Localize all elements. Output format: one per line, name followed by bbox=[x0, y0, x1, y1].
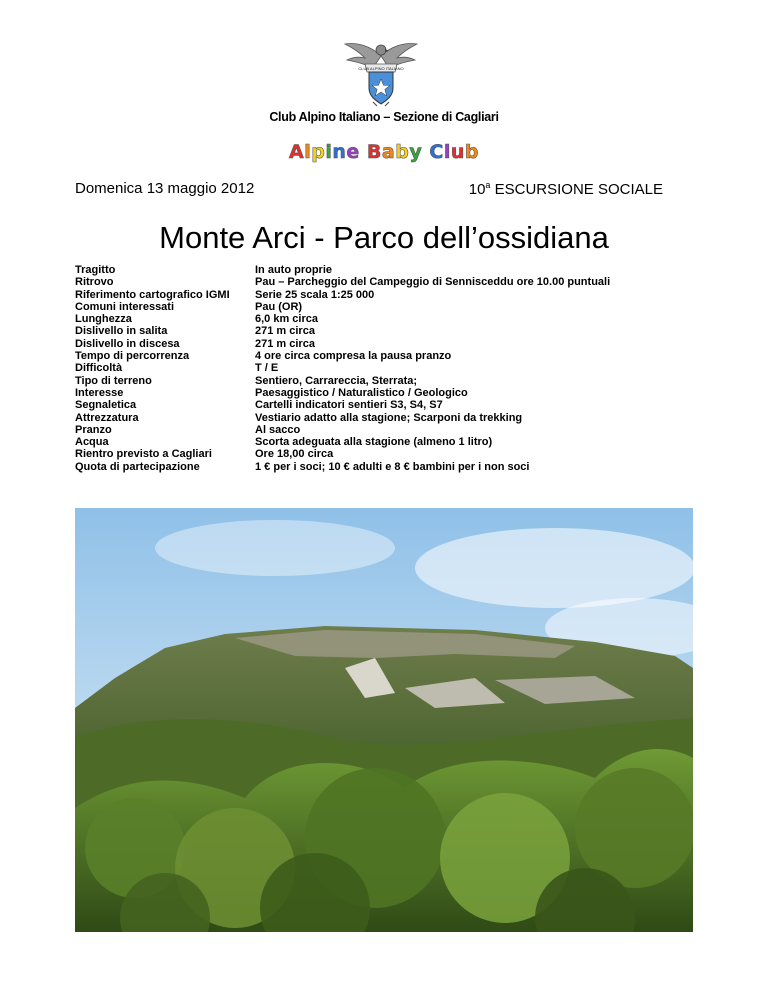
excursion-suffix: a bbox=[485, 180, 491, 190]
title-letter: e bbox=[346, 141, 360, 163]
detail-label: Attrezzatura bbox=[75, 411, 139, 424]
detail-value: 271 m circa bbox=[255, 325, 315, 338]
detail-value: Al sacco bbox=[255, 423, 301, 436]
detail-value: Scorta adeguata alla stagione (almeno 1 litro) bbox=[255, 436, 493, 449]
detail-row bbox=[75, 362, 610, 374]
detail-value: In auto proprie bbox=[255, 264, 332, 276]
detail-value: 271 m circa bbox=[255, 337, 315, 350]
detail-row bbox=[75, 313, 610, 325]
detail-row bbox=[75, 448, 610, 460]
detail-label: Ritrovo bbox=[75, 276, 114, 289]
detail-row bbox=[75, 375, 610, 387]
title-letter: a bbox=[381, 141, 396, 163]
title-letter bbox=[360, 141, 367, 163]
detail-row bbox=[75, 399, 610, 411]
detail-value: 1 € per i soci; 10 € adulti e 8 € bambini per i non soci bbox=[255, 460, 530, 473]
detail-label: Lunghezza bbox=[75, 313, 132, 326]
detail-label: Tipo di terreno bbox=[75, 374, 152, 387]
detail-row bbox=[75, 350, 610, 362]
detail-row bbox=[75, 301, 610, 313]
details-table bbox=[75, 264, 610, 473]
detail-value: Paesaggistico / Naturalistico / Geologico bbox=[255, 386, 468, 399]
detail-value: Sentiero, Carrareccia, Sterrata; bbox=[255, 374, 418, 387]
detail-value: Pau (OR) bbox=[255, 300, 303, 313]
title-letter: l bbox=[443, 141, 451, 163]
detail-label: Acqua bbox=[75, 436, 109, 449]
detail-label: Interesse bbox=[75, 386, 124, 399]
title-letter: p bbox=[311, 141, 326, 163]
title-letter: b bbox=[464, 141, 479, 163]
title-letter: B bbox=[366, 141, 382, 163]
detail-label: Difficoltà bbox=[75, 362, 123, 375]
page-title: Monte Arci - Parco dell’ossidiana bbox=[159, 220, 609, 255]
title-letter: l bbox=[304, 141, 312, 163]
title-letter: n bbox=[332, 141, 347, 163]
detail-value: Serie 25 scala 1:25 000 bbox=[255, 288, 375, 301]
detail-value: Ore 18,00 circa bbox=[255, 448, 334, 461]
detail-row bbox=[75, 264, 610, 276]
cai-logo bbox=[343, 36, 419, 108]
alpine-baby-club-title bbox=[0, 141, 768, 163]
event-date: Domenica 13 maggio 2012 bbox=[75, 180, 255, 197]
excursion-number: 10 bbox=[468, 181, 486, 198]
excursion-text: ESCURSIONE SOCIALE bbox=[494, 181, 663, 198]
detail-label: Rientro previsto a Cagliari bbox=[75, 448, 212, 461]
detail-label: Segnaletica bbox=[75, 399, 137, 412]
detail-row bbox=[75, 424, 610, 436]
detail-label: Comuni interessati bbox=[75, 300, 175, 313]
detail-value: 6,0 km circa bbox=[255, 313, 318, 326]
detail-label: Pranzo bbox=[75, 423, 112, 436]
excursion-label bbox=[469, 180, 663, 198]
detail-label: Quota di partecipazione bbox=[75, 460, 200, 473]
detail-row bbox=[75, 461, 610, 473]
cai-eagle-emblem-icon bbox=[343, 36, 419, 108]
title-letter: C bbox=[429, 141, 444, 163]
detail-value: T / E bbox=[255, 362, 279, 375]
detail-row bbox=[75, 289, 610, 301]
detail-value: Vestiario adatto alla stagione; Scarponi da trekking bbox=[255, 411, 523, 424]
detail-row bbox=[75, 325, 610, 337]
detail-label: Tempo di percorrenza bbox=[75, 350, 190, 363]
detail-value: Cartelli indicatori sentieri S3, S4, S7 bbox=[255, 399, 443, 412]
monte-arci-photo bbox=[75, 508, 693, 932]
detail-label: Dislivello in salita bbox=[75, 325, 168, 338]
detail-label: Dislivello in discesa bbox=[75, 337, 180, 350]
title-letter: b bbox=[395, 141, 410, 163]
detail-row bbox=[75, 412, 610, 424]
title-letter: u bbox=[450, 141, 465, 163]
title-letter: i bbox=[325, 141, 333, 163]
detail-label: Tragitto bbox=[75, 264, 116, 276]
logo-shield-text: CLUB ALPINO ITALIANO bbox=[358, 66, 404, 71]
organization-name: Club Alpino Italiano – Sezione di Cagliari bbox=[269, 110, 499, 124]
detail-row bbox=[75, 338, 610, 350]
detail-row bbox=[75, 436, 610, 448]
detail-value: Pau – Parcheggio del Campeggio di Sennisceddu ore 10.00 puntuali bbox=[255, 276, 611, 289]
detail-row bbox=[75, 387, 610, 399]
detail-value: 4 ore circa compresa la pausa pranzo bbox=[255, 350, 452, 363]
title-letter: A bbox=[289, 141, 305, 163]
title-letter: y bbox=[409, 141, 423, 163]
detail-row bbox=[75, 276, 610, 288]
detail-label: Riferimento cartografico IGMI bbox=[75, 288, 230, 301]
